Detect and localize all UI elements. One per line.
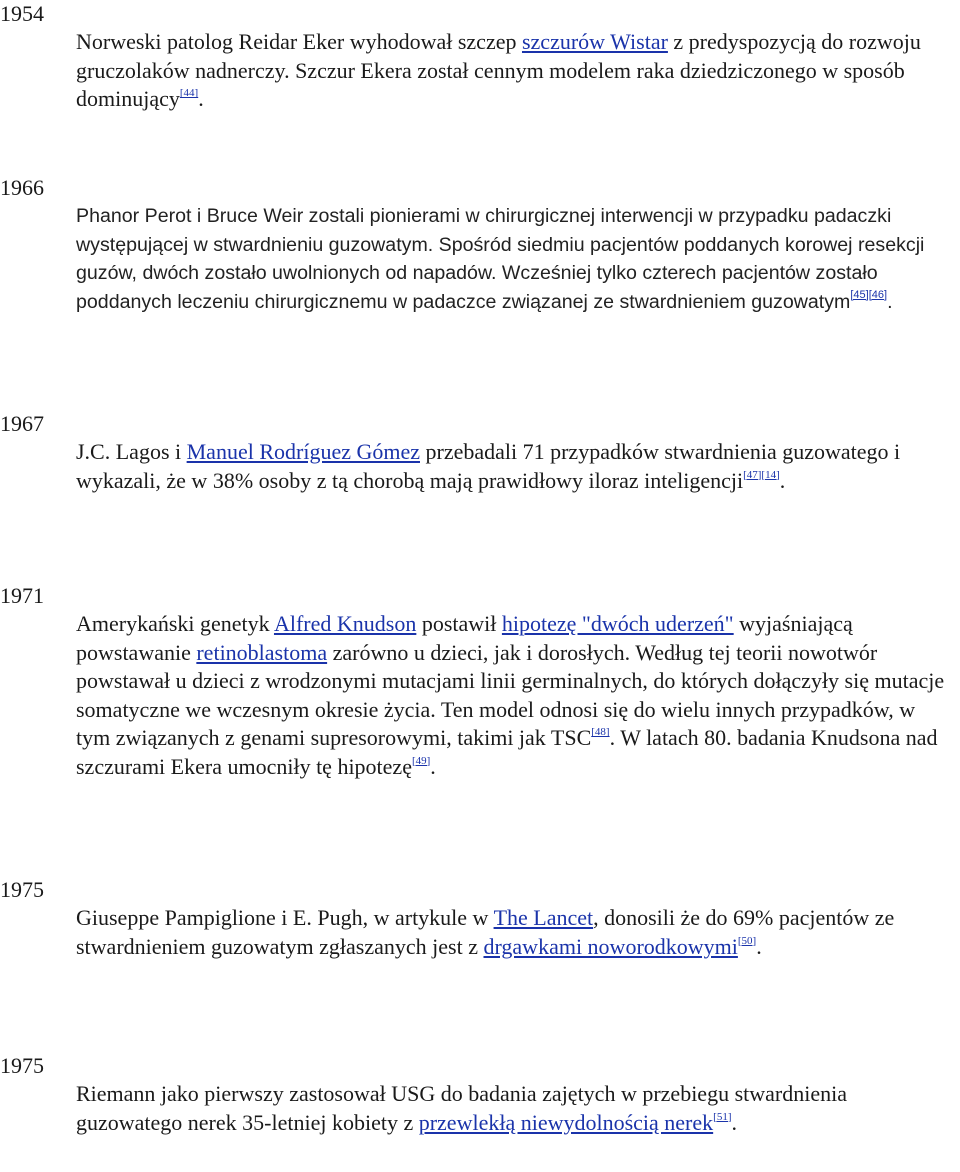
entry-year: 1954 bbox=[0, 1, 44, 26]
entry-text bbox=[76, 202, 952, 316]
text-run: , donosili że do 69% pacjentów ze stwardnieniem guzowatym zgłaszanych jest z bbox=[76, 905, 895, 959]
citation-ref[interactable] bbox=[713, 1111, 731, 1123]
inline-link[interactable]: drgawkami noworodkowymi bbox=[483, 933, 738, 959]
citation-ref[interactable] bbox=[743, 469, 780, 481]
text-run: . bbox=[756, 933, 762, 959]
citation-link[interactable]: [50] bbox=[737, 934, 757, 947]
text-run: zarówno u dzieci, jak i dorosłych. Według tej teorii nowotwór powstawał u dzieci z wrodzonymi mutacjami linii germinalnych, do których dołączyły się mutacje somatyczne we wczesnym okresie życia. Ten model odnosi się do wielu innych przypadków, w tym związanych z genami supresorowymi, takimi jak TSC bbox=[76, 639, 945, 750]
text-run: postawił bbox=[416, 611, 502, 636]
citation-link[interactable]: [48] bbox=[591, 726, 610, 738]
citation-ref[interactable] bbox=[850, 289, 887, 301]
text-run: . bbox=[198, 86, 204, 111]
entry-year: 1966 bbox=[0, 175, 44, 200]
inline-link[interactable]: The Lancet bbox=[493, 905, 594, 930]
inline-link[interactable]: przewlekłą niewydolnością nerek bbox=[418, 1109, 714, 1135]
text-run: wyjaśniającą powstawanie bbox=[76, 611, 853, 665]
citation-ref[interactable] bbox=[412, 755, 430, 767]
citation-link[interactable]: [51] bbox=[713, 1110, 732, 1123]
text-run: . bbox=[430, 753, 436, 779]
text-run: Norweski patolog Reidar Eker wyhodował szczep bbox=[76, 29, 522, 54]
text-run: J.C. Lagos i bbox=[76, 439, 187, 464]
text-run: . bbox=[779, 467, 786, 493]
entry-text bbox=[76, 28, 952, 114]
inline-link[interactable]: szczurów Wistar bbox=[521, 29, 668, 54]
citation-ref[interactable] bbox=[180, 87, 198, 99]
text-run: . W latach 80. badania Knudsona nad szczurami Ekera umocniły tę hipotezę bbox=[76, 725, 938, 779]
entry-text bbox=[76, 438, 952, 495]
text-run: . bbox=[731, 1109, 737, 1135]
citation-ref[interactable] bbox=[591, 726, 609, 738]
text-run: . bbox=[887, 290, 893, 313]
entry-text bbox=[76, 610, 952, 781]
citation-link[interactable]: [45][46] bbox=[850, 288, 888, 301]
text-run: Riemann jako pierwszy zastosował USG do badania zajętych w przebiegu stwardnienia guzowatego nerek 35-letniej kobiety z bbox=[76, 1081, 847, 1135]
entry-text bbox=[76, 904, 952, 961]
text-run: Giuseppe Pampiglione i E. Pugh, w artykule w bbox=[76, 905, 494, 930]
citation-link[interactable]: [49] bbox=[411, 754, 431, 767]
entry-text bbox=[76, 1080, 952, 1137]
entry-year: 1971 bbox=[0, 583, 44, 608]
text-run: Phanor Perot i Bruce Weir zostali pionierami w chirurgicznej interwencji w przypadku padaczki występującej w stwardnieniu guzowatym. Spośród siedmiu pacjentów poddanych korowej resekcji guzów, dwóch zostało uwolnionych od napadów. Wcześniej tylko czterech pacjentów zostało poddanych leczeniu chirurgicznemu w padaczce związanej ze stwardnieniem guzowatym bbox=[76, 205, 925, 313]
citation-link[interactable]: [44] bbox=[179, 87, 199, 99]
text-run: Amerykański genetyk bbox=[76, 611, 274, 636]
inline-link[interactable]: retinoblastoma bbox=[196, 639, 328, 665]
text-run: z predyspozycją do rozwoju gruczolaków nadnerczy. Szczur Ekera został cennym modelem raka dziedziczonego w sposób dominujący bbox=[76, 29, 921, 111]
text-run: przebadali 71 przypadków stwardnienia guzowatego i wykazali, że w 38% osoby z tą chorobą mają prawidłowy iloraz inteligencji bbox=[76, 439, 901, 493]
citation-ref[interactable] bbox=[738, 935, 756, 947]
inline-link[interactable]: hipotezę "dwóch uderzeń" bbox=[501, 611, 734, 636]
entry-year: 1975 bbox=[0, 877, 44, 902]
inline-link[interactable]: Manuel Rodríguez Gómez bbox=[186, 439, 420, 464]
citation-link[interactable]: [47][14] bbox=[743, 468, 780, 481]
entry-year: 1975 bbox=[0, 1053, 44, 1078]
inline-link[interactable]: Alfred Knudson bbox=[273, 611, 417, 636]
entry-year: 1967 bbox=[0, 411, 44, 436]
